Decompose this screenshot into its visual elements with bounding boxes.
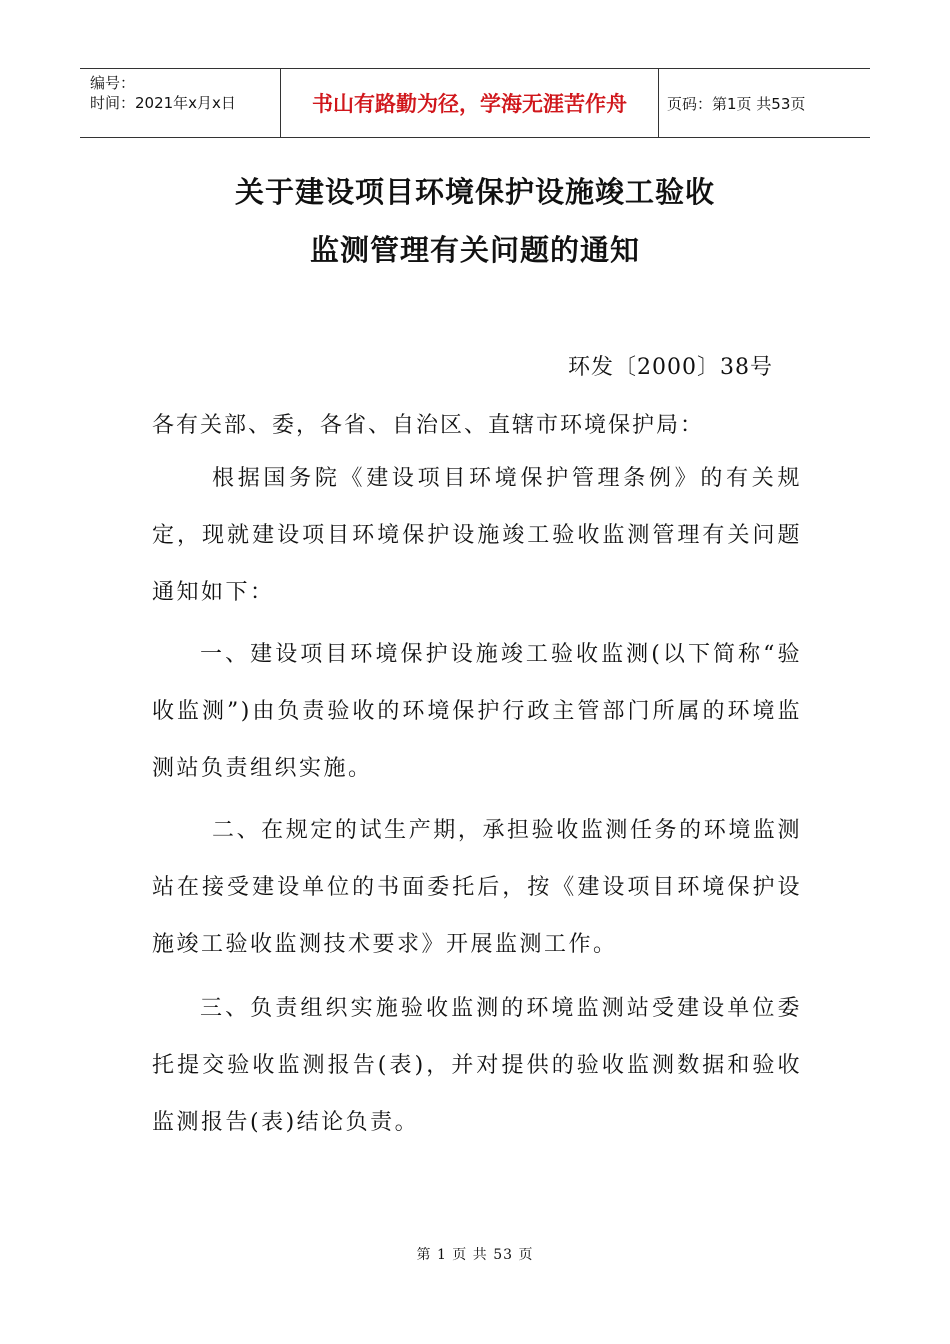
time-label: 时间：2021年x月x日 [90,94,236,112]
document-title-line-2: 监测管理有关问题的通知 [309,233,640,267]
document-header [80,68,870,138]
header-meta-cell [80,69,281,137]
addressee: 各有关部、委，各省、自治区、直辖市环境保护局： [152,413,705,438]
page-footer: 第 1 页 共 53 页 [416,1247,534,1263]
document-number: 环发〔2000〕38号 [568,355,773,380]
header-page-info: 页码：第1页 共53页 [667,94,806,113]
paragraph-item-2: 二、在规定的试生产期，承担验收监测任务的环境监测站在接受建设单位的书面委托后，按《建设项目环境保护设施竣工验收监测技术要求》开展监测工作。 [152,818,802,957]
paragraph-item-3: 三、负责组织实施验收监测的环境监测站受建设单位委托提交验收监测报告(表)，并对提供的验收监测数据和验收监测报告(表)结论负责。 [152,996,802,1135]
header-motto: 书山有路勤为径，学海无涯苦作舟 [281,69,659,137]
document-title-line-1: 关于建设项目环境保护设施竣工验收 [234,175,715,209]
number-label: 编号： [90,74,136,92]
paragraph-item-1: 一、建设项目环境保护设施竣工验收监测(以下简称“验收监测”)由负责验收的环境保护行政主管部门所属的环境监测站负责组织实施。 [152,642,802,781]
paragraph-intro: 根据国务院《建设项目环境保护管理条例》的有关规定，现就建设项目环境保护设施竣工验收监测管理有关问题通知如下： [152,466,802,605]
